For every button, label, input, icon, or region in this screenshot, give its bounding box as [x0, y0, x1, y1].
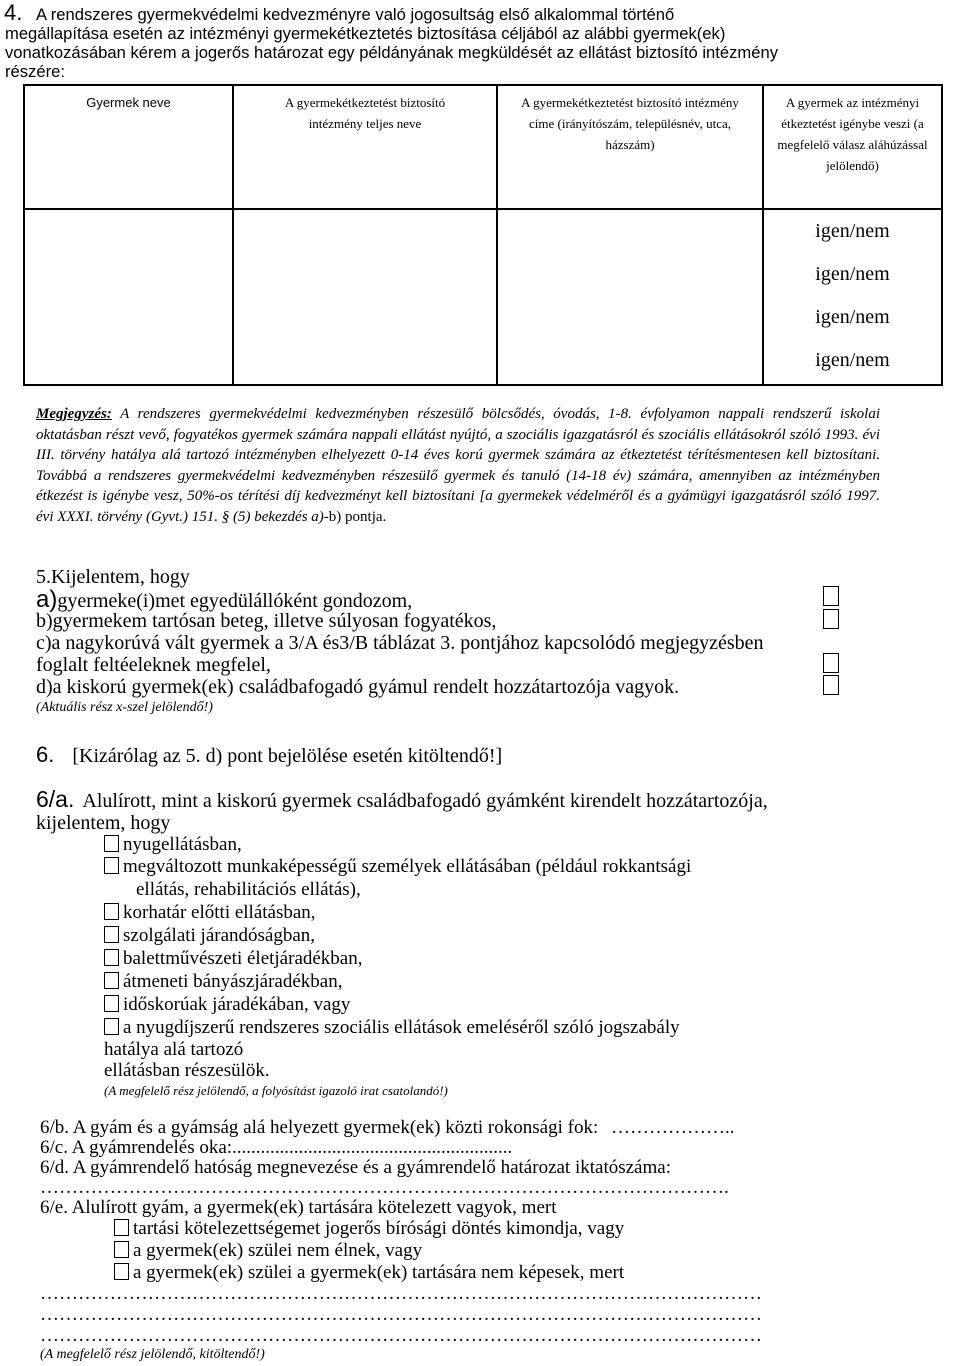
- cell-institution-name[interactable]: [233, 209, 497, 385]
- checkbox[interactable]: [104, 926, 119, 943]
- section-4-line-1: A rendszeres gyermekvédelmi kedvezményre való jogosultság első alkalommal történő: [36, 5, 675, 24]
- option-court-decision[interactable]: [114, 1218, 624, 1240]
- reason-field-line-3[interactable]: ……………………………………………………………………………………………………: [40, 1325, 762, 1346]
- checkbox[interactable]: [104, 857, 119, 874]
- checkbox[interactable]: [104, 1018, 119, 1035]
- option-pension[interactable]: [104, 834, 242, 856]
- section-6e-hint: (A megfelelő rész jelölendő, kitöltendő!): [40, 1347, 265, 1362]
- header-uses-meals: A gyermek az intézményi étkeztetést igénybe veszi (a megfelelő válasz aláhúzással jelölendő): [763, 85, 942, 209]
- section-6a-line-1: [36, 786, 768, 813]
- option-label: korhatár előtti ellátásban,: [123, 902, 316, 923]
- header-institution-address: A gyermekétkeztetést biztosító intézmény címe (irányítószám, településnév, utca, házszám): [497, 85, 763, 209]
- section-6a-tail-1: hatálya alá tartozó: [104, 1039, 244, 1060]
- option-parents-unable[interactable]: [114, 1262, 624, 1284]
- section-6b-text: 6/b. A gyám és a gyámság alá helyezett gyermek(ek) közti rokonsági fok:: [40, 1117, 599, 1138]
- note-tail: -b) pontja.: [323, 508, 387, 525]
- checkbox[interactable]: [114, 1241, 129, 1258]
- option-service-allowance[interactable]: [104, 925, 315, 947]
- note-label: Megjegyzés:: [36, 406, 112, 422]
- section-5-option-c-line-2: foglalt feltéeleknek megfelel,: [36, 654, 271, 676]
- checkbox-option-b[interactable]: [823, 609, 839, 629]
- checkbox-option-d[interactable]: [823, 675, 839, 695]
- option-label: tartási kötelezettségemet jogerős bírósági döntés kimondja, vagy: [133, 1218, 625, 1239]
- section-5-option-c-line-1: c)a nagykorúvá vált gyermek a 3/A és3/B táblázat 3. pontjához kapcsolódó megjegyzésben: [36, 632, 764, 654]
- note: [36, 404, 880, 528]
- answer-igen-nem[interactable]: igen/nem: [815, 349, 890, 371]
- option-early-retirement[interactable]: [104, 902, 316, 924]
- section-6a-number: 6/a.: [36, 786, 75, 812]
- option-disability-continued: ellátás, rehabilitációs ellátás),: [136, 879, 361, 900]
- option-ballet-annuity[interactable]: [104, 948, 363, 970]
- section-4-line-3: vonatkozásában kérem a jogerős határozat egy példányának megküldését az ellátást biztosító intézmény: [5, 43, 778, 62]
- checkbox[interactable]: [114, 1219, 129, 1236]
- relationship-degree-field[interactable]: ………………..: [610, 1117, 735, 1138]
- answer-igen-nem[interactable]: igen/nem: [815, 220, 890, 242]
- checkbox[interactable]: [104, 949, 119, 966]
- checkbox-option-c[interactable]: [823, 653, 839, 673]
- section-5-title: 5.Kijelentem, hogy: [36, 566, 190, 588]
- checkbox[interactable]: [104, 995, 119, 1012]
- section-6d: 6/d. A gyámrendelő hatóság megnevezése és a gyámrendelő határozat iktatószáma:: [40, 1157, 671, 1178]
- option-pension-like-benefits[interactable]: [104, 1017, 680, 1039]
- option-parents-deceased[interactable]: [114, 1240, 422, 1262]
- option-label: a nyugdíjszerű rendszeres szociális ellátások emeléséről szóló jogszabály: [123, 1017, 680, 1038]
- checkbox[interactable]: [104, 972, 119, 989]
- option-disability[interactable]: [104, 856, 691, 878]
- section-6a-tail-2: ellátásban részesülök.: [104, 1060, 270, 1081]
- section-6a-line-2: kijelentem, hogy: [36, 812, 171, 834]
- section-6d-field[interactable]: ……………………………………………………………………………………………….: [40, 1177, 729, 1198]
- section-5-option-d: d)a kiskorú gyermek(ek) családbafogadó gyámul rendelt hozzátartozója vagyok.: [36, 676, 680, 698]
- checkbox[interactable]: [114, 1263, 129, 1280]
- note-text: A rendszeres gyermekvédelmi kedvezményben részesülő bölcsődés, óvodás, 1-8. évfolyamon nappali rendszerű iskolai oktatásban részt vevő, fogyatékos gyermek számára nappali ellátást nyújtó, a szociális igazgatásról és szociális ellátásokról szóló 1993. évi III. törvény hatálya alá tartozó intézményben elhelyezett 0-14 éves korú gyermek számára az étkeztetést térítésmentesen kell biztosítani. Továbbá a rendszeres gyermekvédelmi kedvezményben részesülő gyermek és tanuló (14-18 év) számára, amennyiben az intézményben étkezést is igénybe vesz, 50%-os térítési díj kedvezményt kell biztosítani [a gyermekek védelméről és a gyámügyi igazgatásról szóló 1997. évi XXXI. törvény (Gyvt.) 151. § (5) bekezdés a): [36, 406, 880, 525]
- option-a-text: gyermeke(i)met egyedülállóként gondozom,: [57, 590, 413, 612]
- section-5-option-b: b)gyermekem tartósan beteg, illetve súlyosan fogyatékos,: [36, 610, 497, 632]
- reason-field-line-1[interactable]: ……………………………………………………………………………………………………: [40, 1283, 762, 1304]
- header-child-name: Gyermek neve: [24, 85, 233, 209]
- cell-uses-meals: [763, 209, 942, 385]
- section-4-number: 4.: [4, 0, 23, 25]
- reason-field-line-2[interactable]: ……………………………………………………………………………………………………: [40, 1304, 762, 1325]
- option-elderly-allowance[interactable]: [104, 994, 350, 1016]
- option-label: nyugellátásban,: [123, 834, 242, 855]
- section-4-line-4: részére:: [5, 62, 65, 81]
- checkbox-option-a[interactable]: [823, 586, 839, 606]
- section-6e: 6/e. Alulírott gyám, a gyermek(ek) tartására kötelezett vagyok, mert: [40, 1197, 557, 1218]
- checkbox[interactable]: [104, 903, 119, 920]
- option-label: átmeneti bányászjáradékban,: [123, 971, 343, 992]
- option-label: a gyermek(ek) szülei a gyermek(ek) tartására nem képesek, mert: [133, 1262, 625, 1283]
- answer-igen-nem[interactable]: igen/nem: [815, 306, 890, 328]
- section-6b: [40, 1117, 734, 1139]
- answer-igen-nem[interactable]: igen/nem: [815, 263, 890, 285]
- section-6a-hint: (A megfelelő rész jelölendő, a folyósítást igazoló irat csatolandó!): [104, 1083, 448, 1098]
- cell-institution-address[interactable]: [497, 209, 763, 385]
- option-miner-allowance[interactable]: [104, 971, 342, 993]
- option-label: megváltozott munkaképességű személyek ellátásában (például rokkantsági: [123, 856, 692, 877]
- section-6: [36, 742, 502, 768]
- section-6a-text: Alulírott, mint a kiskorú gyermek családbafogadó gyámként kirendelt hozzátartozója,: [82, 790, 768, 812]
- section-6c[interactable]: 6/c. A gyámrendelés oka:...........................................................: [40, 1137, 513, 1158]
- header-institution-name: A gyermekétkeztetést biztosító intézmény teljes neve: [233, 85, 497, 209]
- section-4-line-2: megállapítása esetén az intézményi gyermekétkeztetés biztosítása céljából az alábbi gyermek(ek): [5, 24, 726, 43]
- option-a-prefix: a): [36, 586, 58, 613]
- children-institution-table: [23, 84, 943, 386]
- option-label: a gyermek(ek) szülei nem élnek, vagy: [133, 1240, 423, 1261]
- section-5-hint: (Aktuális rész x-szel jelölendő!): [36, 700, 213, 715]
- cell-child-name[interactable]: [24, 209, 233, 385]
- option-label: balettművészeti életjáradékban,: [123, 948, 363, 969]
- checkbox[interactable]: [104, 835, 119, 852]
- section-6-number: 6.: [36, 742, 55, 767]
- section-6-text: [Kizárólag az 5. d) pont bejelölése esetén kitöltendő!]: [72, 745, 503, 767]
- option-label: időskorúak járadékában, vagy: [123, 994, 351, 1015]
- option-label: szolgálati járandóságban,: [123, 925, 316, 946]
